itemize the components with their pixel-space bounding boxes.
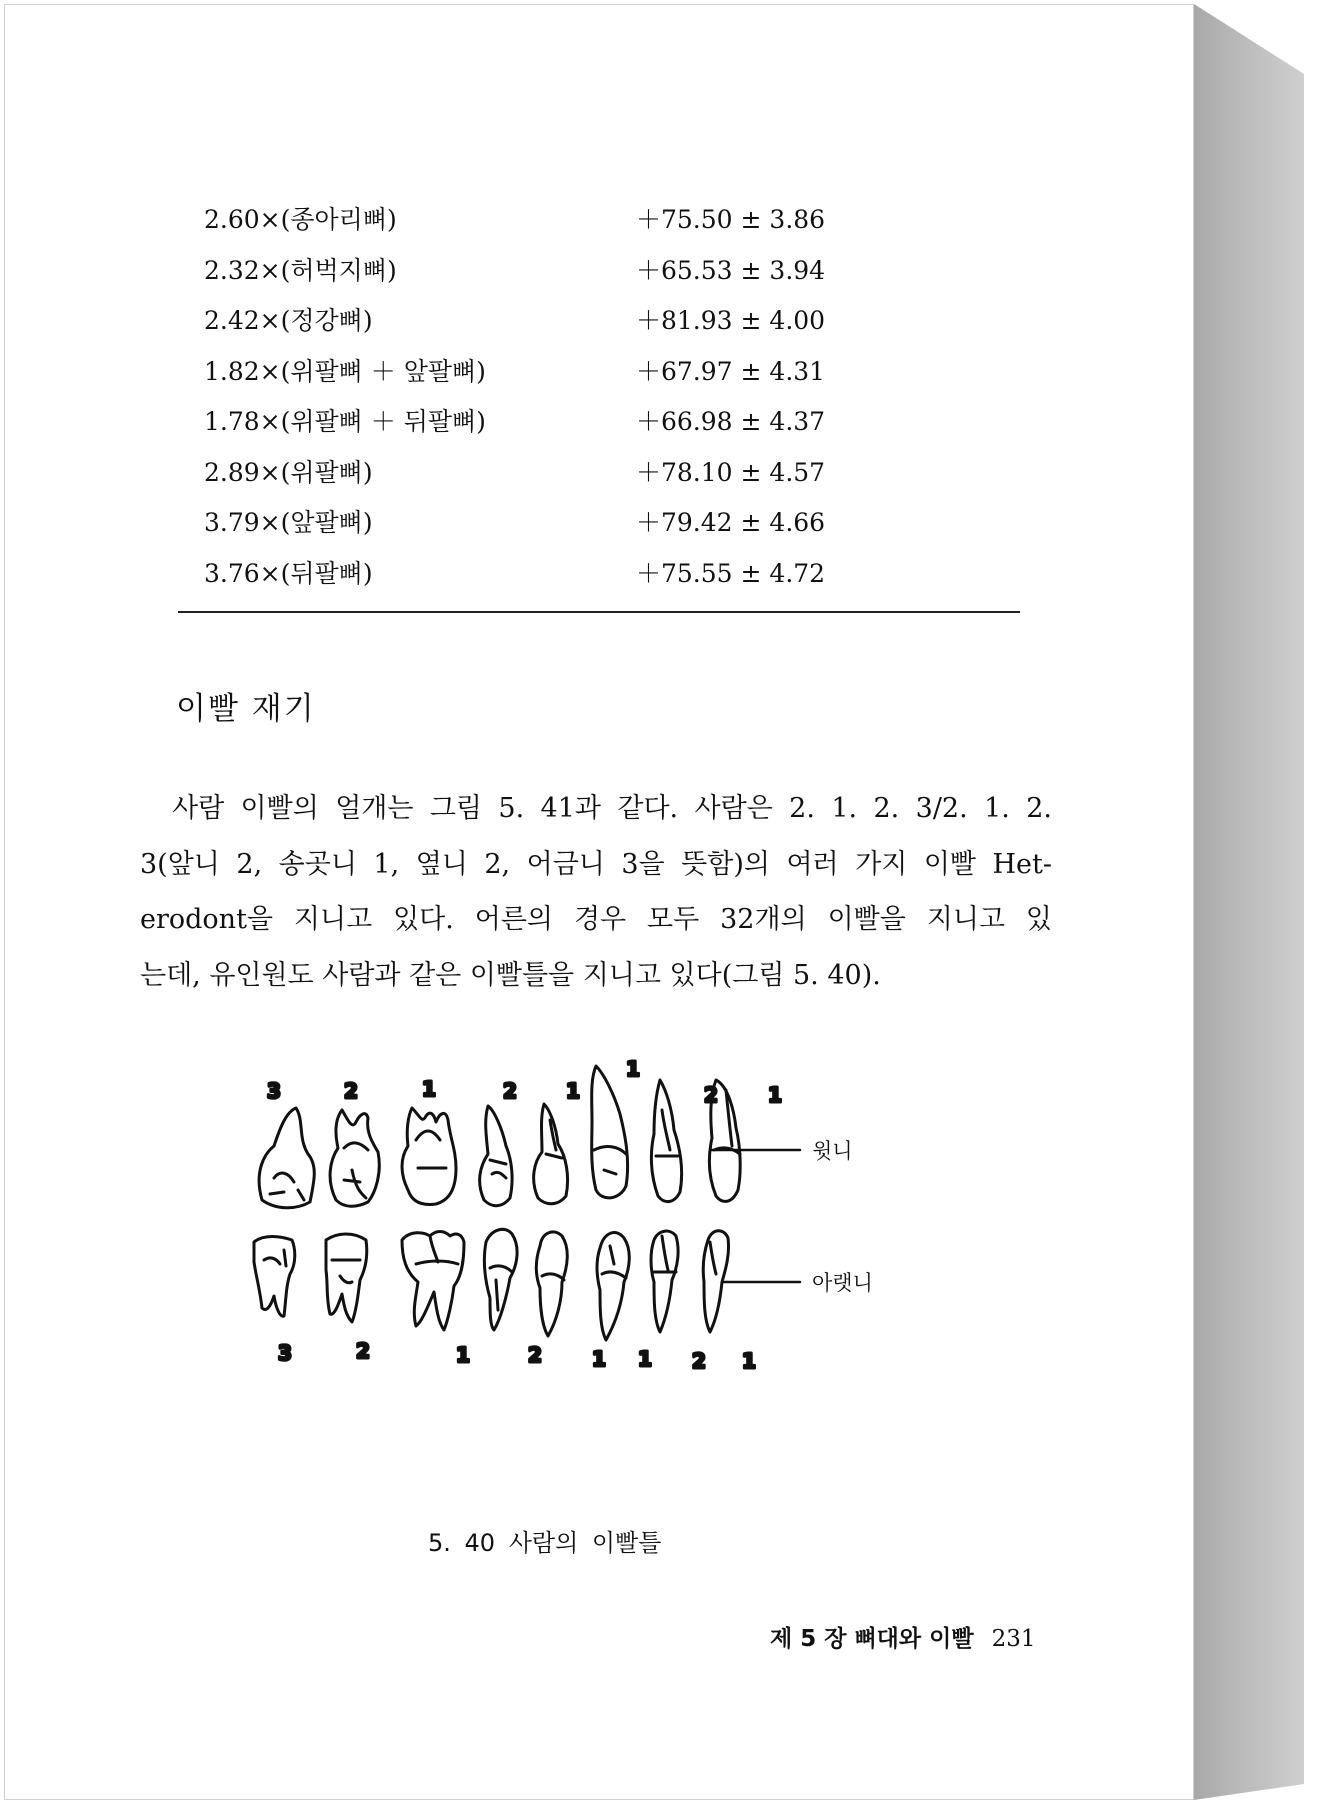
teeth-illustration: [240, 1050, 1000, 1470]
lower-premolar: [484, 1229, 517, 1330]
page-number: 231: [991, 1626, 1036, 1652]
book-spine: [1194, 4, 1314, 1800]
formula-constant: ＋75.50 ± 3.86: [636, 205, 826, 234]
formula-constant: ＋65.53 ± 3.94: [636, 255, 826, 285]
lower-tooth-number: 1: [456, 1343, 470, 1367]
formula-row: [200, 251, 1020, 302]
upper-tooth-number: 2: [503, 1079, 517, 1103]
lower-tooth-number: 2: [692, 1349, 706, 1373]
upper-tooth-number: 1: [566, 1079, 580, 1103]
lower-tooth-number: 1: [742, 1349, 756, 1373]
lower-premolar: [402, 1232, 464, 1331]
formula-coefficient: 2.32×(허벅지뼈): [204, 255, 397, 285]
body-paragraph: [140, 786, 1052, 1008]
formula-constant: ＋79.42 ± 4.66: [636, 508, 826, 537]
upper-premolar: [480, 1106, 512, 1206]
figure-caption: 5. 40 사람의 이빨틀: [428, 1529, 662, 1557]
upper-tooth-number: 1: [422, 1077, 436, 1101]
lower-tooth-number: 1: [592, 1347, 606, 1371]
formula-coefficient: 1.82×(위팔뼈 ＋ 앞팔뼈): [204, 356, 486, 386]
lower-tooth-number: 2: [356, 1339, 370, 1363]
chapter-title: 제 5 장 뼈대와 이빨: [770, 1626, 974, 1652]
table-bottom-rule: [178, 611, 1020, 613]
formula-coefficient: 2.42×(정강뼈): [204, 306, 373, 335]
formula-coefficient: 2.60×(종아리뼈): [204, 205, 397, 234]
formula-coefficient: 3.79×(앞팔뼈): [204, 508, 373, 537]
formula-coefficient: 2.89×(위팔뼈): [204, 457, 373, 487]
upper-tooth-number: 1: [626, 1057, 640, 1081]
formula-row: [200, 352, 1020, 403]
paragraph-line: 는데, 유인원도 사람과 같은 이빨틀을 지니고 있다(그림 5. 40).: [140, 959, 881, 991]
formula-constant: ＋81.93 ± 4.00: [636, 306, 826, 335]
dentition-figure: [240, 1050, 1000, 1470]
paragraph-line: 사람 이빨의 얼개는 그림 5. 41과 같다. 사람은 2. 1. 2. 3/2. 1. 2.: [172, 793, 1052, 824]
formula-coefficient: 3.76×(뒤팔뼈): [204, 558, 373, 588]
upper-molar: [330, 1110, 379, 1206]
formula-coefficient: 1.78×(위팔뼈 ＋ 뒤팔뼈): [204, 407, 486, 436]
upper-premolar: [402, 1108, 456, 1204]
upper-premolar: [534, 1104, 568, 1204]
formula-row: [200, 402, 1020, 453]
formula-row: [200, 554, 1020, 605]
formula-row: [200, 453, 1020, 504]
section-heading: 이빨 재기: [176, 691, 316, 727]
running-footer: [770, 1620, 1035, 1653]
formula-row: [200, 503, 1020, 554]
regression-formula-table: [200, 200, 1020, 604]
formula-constant: ＋75.55 ± 4.72: [636, 558, 826, 588]
upper-jaw-label: 윗니: [812, 1139, 853, 1163]
lower-tooth-number: 3: [278, 1341, 292, 1365]
formula-constant: ＋67.97 ± 4.31: [636, 356, 826, 386]
upper-tooth-number: 2: [344, 1079, 358, 1103]
lower-jaw-label: 아랫니: [812, 1271, 873, 1295]
upper-canine: [592, 1066, 628, 1198]
upper-tooth-number: 3: [267, 1079, 281, 1103]
formula-constant: ＋66.98 ± 4.37: [636, 407, 826, 436]
lower-incisor: [651, 1231, 678, 1332]
paragraph-line: erodont을 지니고 있다. 어른의 경우 모두 32개의 이빨을 지니고 있: [140, 904, 1052, 935]
lower-tooth-number: 2: [528, 1343, 542, 1367]
upper-incisor: [651, 1080, 681, 1202]
formula-constant: ＋78.10 ± 4.57: [636, 457, 826, 487]
paragraph-line: 3(앞니 2, 송곳니 1, 옆니 2, 어금니 3을 뜻함)의 여러 가지 이빨 Het-: [140, 848, 1052, 880]
formula-row: [200, 301, 1020, 352]
formula-row: [200, 200, 1020, 251]
lower-molar: [326, 1234, 367, 1322]
lower-canine: [597, 1233, 629, 1340]
lower-canine: [536, 1232, 567, 1336]
upper-tooth-number: 2: [704, 1083, 718, 1107]
lower-molar: [254, 1237, 295, 1317]
upper-molar: [259, 1108, 314, 1208]
upper-tooth-number: 1: [768, 1083, 782, 1107]
lower-tooth-number: 1: [638, 1347, 652, 1371]
